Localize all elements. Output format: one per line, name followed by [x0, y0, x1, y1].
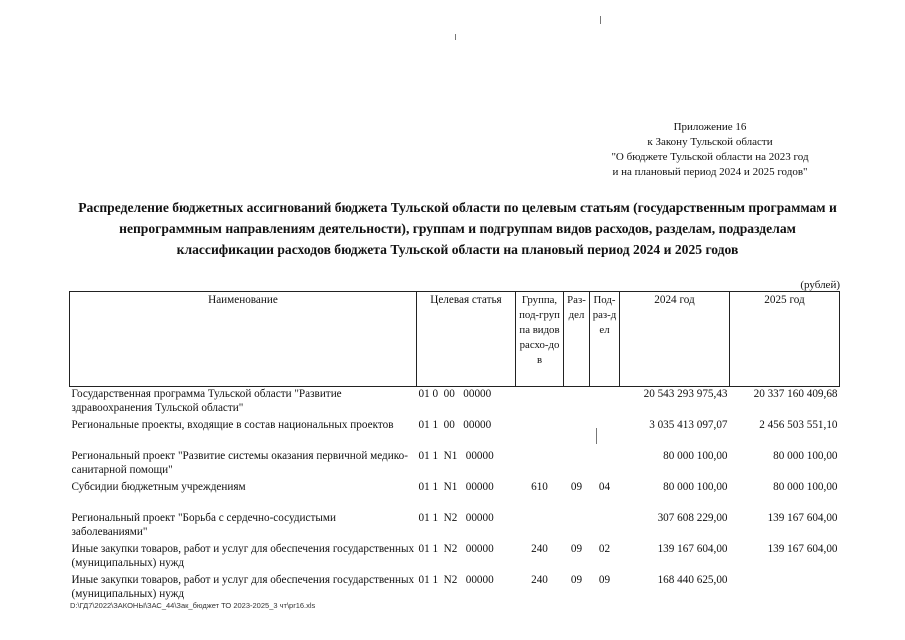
- row-name: Региональный проект "Развитие системы оказания первичной медико-санитарной помощи": [71, 450, 408, 476]
- row-amount-2025: [730, 573, 840, 604]
- row-target-code: 01 1 N2 00000: [418, 512, 494, 524]
- row-amount-2025: 80 000 100,00: [773, 450, 838, 462]
- row-name: Региональный проект "Борьба с сердечно-сосудистыми заболеваниями": [71, 512, 336, 538]
- row-amount-2024: 80 000 100,00: [663, 481, 728, 493]
- row-target-code: 01 1 N2 00000: [418, 543, 494, 555]
- row-group: [516, 511, 564, 542]
- appendix-line: к Закону Тульской области: [647, 136, 773, 148]
- row-amount-2024: 307 608 229,00: [657, 512, 728, 524]
- document-title: Распределение бюджетных ассигнований бюджета Тульской области по целевым статьям (государственным программам и непрограммным направлениям деятельности), группам и подгруппам видов расходов, разделам, подразделам классификации расходов бюджета Тульской области на плановый период 2024 и 2025 годов: [78, 200, 837, 257]
- row-subsection: [590, 511, 620, 542]
- row-section: 09: [570, 574, 583, 586]
- row-group: [516, 418, 564, 449]
- row-amount-2025: 139 167 604,00: [767, 543, 838, 555]
- row-group: 610: [531, 481, 548, 493]
- table-row: [70, 418, 840, 449]
- row-subsection: 09: [598, 574, 611, 586]
- row-name: Субсидии бюджетным учреждениям: [71, 481, 246, 493]
- header-name: Наименование: [70, 292, 417, 387]
- appendix-line: "О бюджете Тульской области на 2023 год: [611, 151, 809, 163]
- table-row: [70, 480, 840, 511]
- row-amount-2025: 139 167 604,00: [767, 512, 838, 524]
- row-name: Иные закупки товаров, работ и услуг для обеспечения государственных (муниципальных) нужд: [71, 543, 415, 569]
- table-row: [70, 449, 840, 480]
- row-target-code: 01 1 00 00000: [418, 419, 492, 431]
- row-subsection: 02: [598, 543, 611, 555]
- table-row: [70, 511, 840, 542]
- appendix-note: [560, 120, 860, 180]
- row-group: 240: [531, 543, 548, 555]
- row-name: Государственная программа Тульской области "Развитие здравоохранения Тульской области": [71, 388, 342, 414]
- row-section: [564, 387, 590, 419]
- row-section: 09: [570, 543, 583, 555]
- row-name: Иные закупки товаров, работ и услуг для обеспечения государственных (муниципальных) нужд: [71, 574, 415, 600]
- row-subsection: [590, 418, 620, 449]
- row-target-code: 01 0 00 00000: [418, 388, 492, 400]
- row-amount-2025: 20 337 160 409,68: [753, 388, 838, 400]
- row-amount-2024: 20 543 293 975,43: [643, 388, 728, 400]
- row-name: Региональные проекты, входящие в состав национальных проектов: [71, 419, 394, 431]
- row-section: [564, 449, 590, 480]
- budget-table: [69, 291, 840, 604]
- row-section: [564, 418, 590, 449]
- row-section: 09: [570, 481, 583, 493]
- appendix-line: и на плановый период 2024 и 2025 годов": [612, 166, 808, 178]
- file-path-footer: D:\ГД7\2022\ЗАКОНЫ\ЗАС_44\Зак_бюджет ТО 2023-2025_3 чт\pr16.xls: [70, 601, 316, 610]
- table-row: [70, 573, 840, 604]
- row-subsection: [590, 387, 620, 419]
- row-section: [564, 511, 590, 542]
- row-amount-2025: 80 000 100,00: [773, 481, 838, 493]
- scan-speck: [600, 16, 601, 24]
- row-amount-2024: 3 035 413 097,07: [649, 419, 728, 431]
- header-2025: 2025 год: [730, 292, 840, 387]
- row-amount-2024: 139 167 604,00: [657, 543, 728, 555]
- row-subsection: [590, 449, 620, 480]
- appendix-line: Приложение 16: [673, 121, 747, 133]
- row-target-code: 01 1 N1 00000: [418, 450, 494, 462]
- row-subsection: 04: [598, 481, 611, 493]
- row-group: [516, 449, 564, 480]
- scan-speck: [455, 34, 456, 40]
- table-row: [70, 387, 840, 419]
- table-row: [70, 542, 840, 573]
- row-target-code: 01 1 N1 00000: [418, 481, 494, 493]
- header-group: Группа, под-группа видов расхо-дов: [516, 292, 564, 387]
- header-code: Целевая статья: [417, 292, 516, 387]
- table-header-row: [70, 292, 840, 387]
- row-amount-2025: 2 456 503 551,10: [759, 419, 838, 431]
- row-group: 240: [531, 574, 548, 586]
- row-target-code: 01 1 N2 00000: [418, 574, 494, 586]
- header-subsection: Под-раз-дел: [590, 292, 620, 387]
- header-2024: 2024 год: [620, 292, 730, 387]
- row-group: [516, 387, 564, 419]
- units-label: (рублей): [800, 279, 840, 291]
- row-amount-2024: 80 000 100,00: [663, 450, 728, 462]
- header-section: Раз-дел: [564, 292, 590, 387]
- row-amount-2024: 168 440 625,00: [657, 574, 728, 586]
